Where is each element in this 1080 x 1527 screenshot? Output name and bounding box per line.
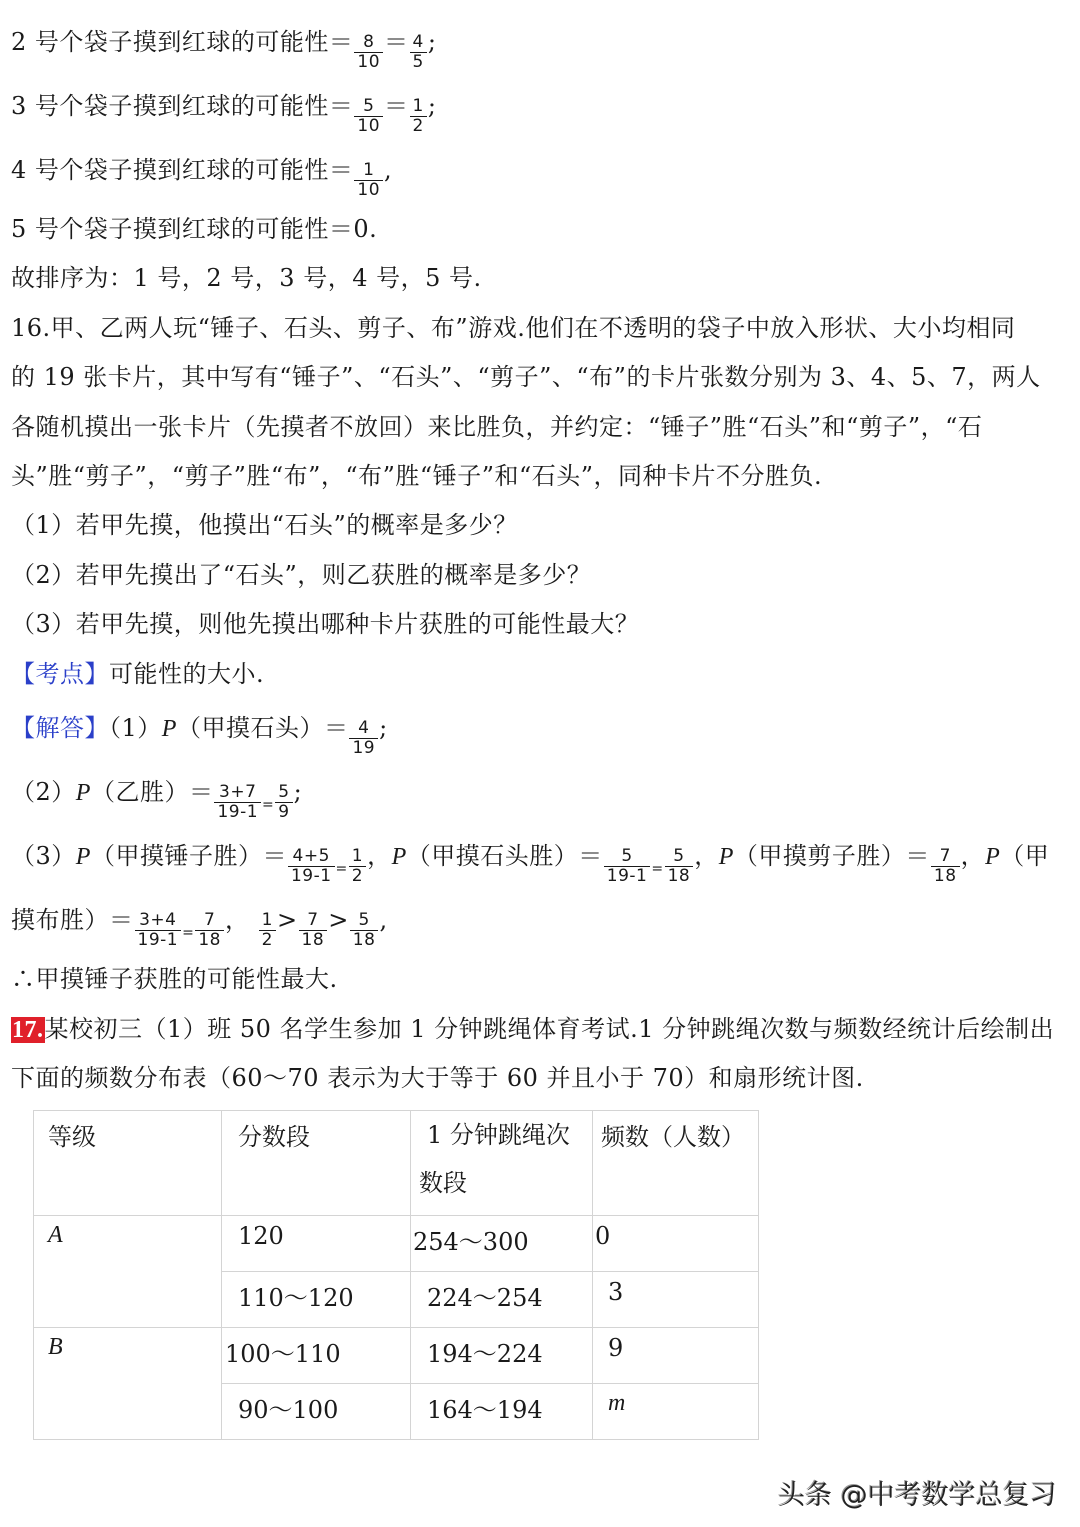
cell-frequency: 3 [593, 1272, 759, 1328]
cell-score: 120 [222, 1216, 411, 1272]
header-count-line1: 1 分钟跳绳次 [427, 1121, 570, 1149]
denominator: 2 [412, 116, 424, 136]
numerator: 3+7 [214, 783, 261, 803]
answer-text: （甲摸剪子胜）＝ [733, 842, 930, 870]
q16-stem-line-2: 的 19 张卡片，其中写有“锤子”、“石头”、“剪子”、“布”的卡片张数分别为 3、4、5、7，两人 [11, 363, 1041, 391]
fraction [604, 847, 651, 886]
fraction [349, 719, 378, 758]
equals: ＝ [384, 92, 409, 120]
numerator: 5 [604, 847, 651, 867]
greater-than: > [328, 906, 349, 934]
table-header-row [34, 1111, 759, 1216]
denominator: 2 [351, 866, 364, 886]
part-number: （2） [11, 778, 76, 806]
denominator: 19-1 [137, 930, 179, 950]
fraction [135, 911, 182, 950]
numerator: 8 [354, 33, 383, 53]
bag5-probability-line: 5 号个袋子摸到红球的可能性＝0. [11, 215, 378, 243]
answer-text: （甲摸石头胜）＝ [406, 842, 603, 870]
header-frequency: 频数（人数） [593, 1111, 759, 1216]
fraction [931, 847, 960, 886]
punct: ， [224, 906, 250, 934]
answer-3-line-a [11, 838, 1050, 886]
kaodian-label: 【考点】 [11, 660, 109, 688]
fraction [410, 97, 427, 136]
fraction [288, 847, 335, 886]
table-row [34, 1216, 759, 1272]
numerator: 5 [350, 911, 379, 931]
denominator: 10 [357, 52, 381, 72]
cell-frequency: 9 [593, 1328, 759, 1384]
denominator: 19 [352, 738, 376, 758]
numerator: 5 [665, 847, 694, 867]
equals: = [182, 925, 195, 941]
q17-stem-line-1 [11, 1014, 1054, 1045]
denominator: 2 [261, 930, 273, 950]
numerator: 7 [931, 847, 960, 867]
bag3-probability-line [11, 88, 437, 136]
bag4-probability-line [11, 152, 393, 200]
answer-1-line [11, 710, 388, 758]
part-number: （3） [11, 842, 76, 870]
q16-question-1: （1）若甲先摸，他摸出“石头”的概率是多少？ [11, 511, 518, 539]
denominator: 9 [278, 802, 290, 822]
answer-text: （甲摸锤子胜）＝ [90, 842, 287, 870]
denominator: 18 [198, 930, 221, 950]
punct: ; [293, 778, 303, 806]
denominator: 19-1 [217, 802, 259, 822]
answer-text: （甲 [1000, 842, 1050, 870]
punct: , [384, 156, 393, 184]
punct: ; [427, 92, 437, 120]
q17-stem-line-2: 下面的频数分布表（60～70 表示为大于等于 60 并且小于 70）和扇形统计图. [11, 1064, 864, 1092]
greater-than: > [276, 906, 298, 934]
probability-symbol: P [985, 844, 1001, 870]
cell-grade: B [34, 1328, 222, 1440]
order-conclusion: 故排序为：1 号，2 号，3 号，4 号，5 号. [11, 264, 482, 292]
fraction [410, 33, 427, 72]
q17-text: 某校初三（1）班 50 名学生参加 1 分钟跳绳体育考试.1 分钟跳绳次数与频数经统计后绘制出 [44, 1015, 1055, 1043]
numerator: 3+4 [135, 911, 182, 931]
denominator: 18 [352, 930, 376, 950]
punct: ; [379, 714, 388, 742]
answer-text: （甲摸石头）＝ [176, 714, 349, 742]
answer-text: 摸布胜）＝ [11, 906, 134, 934]
header-score: 分数段 [222, 1111, 411, 1216]
q16-conclusion: ∴甲摸锤子获胜的可能性最大. [11, 965, 338, 993]
cell-score: 90～100 [222, 1384, 411, 1440]
fraction [259, 911, 276, 950]
watermark: 头条 @中考数学总复习 [778, 1480, 1057, 1511]
bag2-probability-line [11, 24, 437, 72]
probability-symbol: P [161, 716, 177, 742]
fraction [350, 911, 379, 950]
table-row [34, 1328, 759, 1384]
fraction [665, 847, 694, 886]
denominator: 19-1 [606, 866, 648, 886]
cell-grade: A [34, 1216, 222, 1328]
header-grade: 等级 [34, 1111, 222, 1216]
kaodian-line [11, 659, 264, 689]
answer-3-line-b [11, 902, 388, 950]
denominator: 18 [933, 866, 957, 886]
cell-count: 164～194 [411, 1384, 593, 1440]
cell-score: 110～120 [222, 1272, 411, 1328]
fraction [275, 783, 292, 822]
punct: , [379, 906, 388, 934]
q16-stem-line-1: 16.甲、乙两人玩“锤子、石头、剪子、布”游戏.他们在不透明的袋子中放入形状、大小均相同 [11, 314, 1016, 342]
bag4-text: 4 号个袋子摸到红球的可能性＝ [11, 156, 354, 184]
equals: = [651, 861, 664, 877]
numerator: 5 [275, 783, 292, 803]
q16-stem-line-4: 头”胜“剪子”，“剪子”胜“布”，“布”胜“锤子”和“石头”，同种卡片不分胜负. [11, 462, 823, 490]
bag2-text: 2 号个袋子摸到红球的可能性＝ [11, 28, 354, 56]
equals: ＝ [384, 28, 409, 56]
punct: ， [694, 842, 719, 870]
numerator: 4 [410, 33, 427, 53]
punct: ， [367, 842, 392, 870]
answer-2-line [11, 774, 303, 822]
question-number-badge: 17. [12, 1017, 44, 1043]
cell-count: 194～224 [411, 1328, 593, 1384]
jieda-label: 【解答】 [11, 714, 109, 742]
part-number: （1） [109, 714, 162, 742]
fraction [354, 33, 383, 72]
denominator: 10 [357, 116, 381, 136]
cell-count: 254～300 [411, 1216, 593, 1272]
numerator: 7 [299, 911, 328, 931]
fraction [299, 911, 328, 950]
q16-question-2: （2）若甲先摸出了“石头”，则乙获胜的概率是多少？ [11, 561, 592, 589]
header-count-line2: 数段 [419, 1169, 467, 1197]
equals: = [335, 861, 348, 877]
fraction [354, 97, 383, 136]
denominator: 10 [357, 180, 381, 200]
probability-symbol: P [391, 844, 407, 870]
denominator: 5 [412, 52, 424, 72]
denominator: 18 [667, 866, 691, 886]
numerator: 4+5 [288, 847, 335, 867]
denominator: 19-1 [290, 866, 332, 886]
denominator: 18 [301, 930, 325, 950]
fraction [349, 847, 366, 886]
answer-text: （乙胜）＝ [90, 778, 214, 806]
frequency-table [33, 1110, 759, 1440]
header-count [411, 1111, 593, 1216]
punct: ， [960, 842, 986, 870]
equals: = [262, 797, 275, 813]
cell-count: 224～254 [411, 1272, 593, 1328]
fraction [354, 161, 383, 200]
numerator: 7 [195, 911, 224, 931]
probability-symbol: P [75, 844, 91, 870]
numerator: 1 [354, 161, 383, 181]
numerator: 1 [259, 911, 276, 931]
fraction [214, 783, 261, 822]
numerator: 5 [354, 97, 383, 117]
probability-symbol: P [75, 780, 91, 806]
q16-question-3: （3）若甲先摸，则他先摸出哪种卡片获胜的可能性最大？ [11, 610, 640, 638]
cell-score: 100～110 [222, 1328, 411, 1384]
numerator: 4 [349, 719, 378, 739]
cell-frequency: 0 [593, 1216, 759, 1272]
cell-frequency: m [593, 1384, 759, 1440]
numerator: 1 [410, 97, 427, 117]
bag3-text: 3 号个袋子摸到红球的可能性＝ [11, 92, 354, 120]
fraction [195, 911, 224, 950]
kaodian-text: 可能性的大小. [109, 660, 265, 688]
q16-stem-line-3: 各随机摸出一张卡片（先摸者不放回）来比胜负，并约定：“锤子”胜“石头”和“剪子”，“石 [11, 413, 983, 441]
probability-symbol: P [718, 844, 734, 870]
numerator: 1 [349, 847, 366, 867]
punct: ; [427, 28, 437, 56]
